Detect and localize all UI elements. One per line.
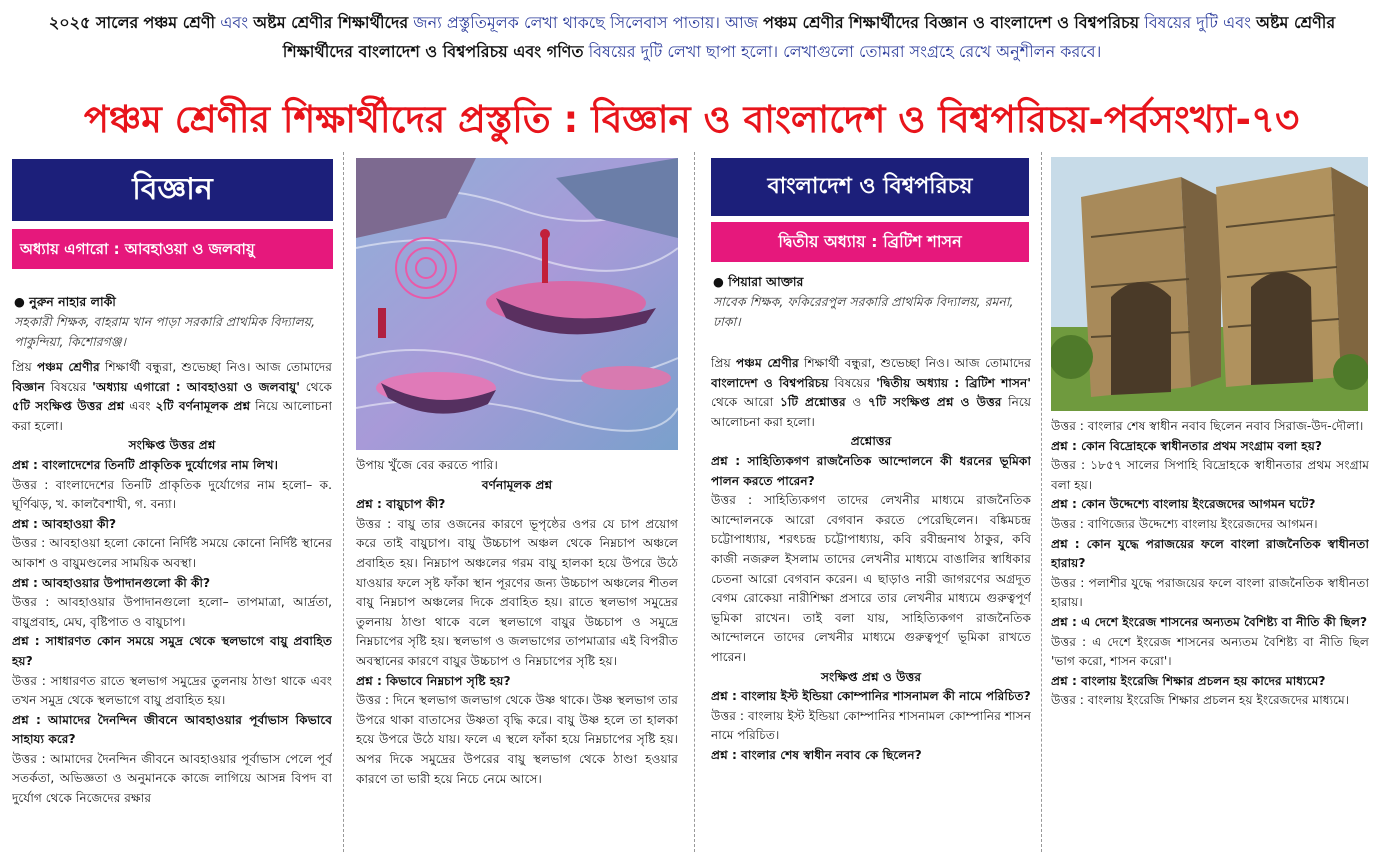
column-divider	[694, 152, 695, 852]
text-span: নিয়ে আলোচনা করা হলো।	[711, 395, 1031, 429]
question: প্রশ্ন : কোন বিদ্রোহকে স্বাধীনতার প্রথম সংগ্রাম বলা হয়?	[1051, 438, 1322, 453]
boats-image	[356, 158, 678, 450]
question: প্রশ্ন : বাংলায় ইংরেজি শিক্ষার প্রচলন হয় কাদের মাধ্যমে?	[1051, 673, 1326, 688]
answer: উত্তর : বাংলাদেশের তিনটি প্রাকৃতিক দুর্যোগের নাম হলো– ক. ঘূর্ণিঝড়, খ. কালবৈশাখী, গ. বন্যা।	[12, 477, 332, 512]
intro-text	[12, 8, 1372, 66]
answer-continued: উপায় খুঁজে বের করতে পারি।	[356, 458, 498, 472]
intro-span: অষ্টম শ্রেণীর শিক্ষার্থীদের বাংলাদেশ ও বিশ্বপরিচয় এবং গণিত	[282, 13, 1336, 61]
text-span: পঞ্চম শ্রেণীর	[736, 356, 799, 370]
bgs-column-text	[711, 354, 1031, 852]
text-span: প্রিয়	[711, 356, 731, 370]
science-section-title: বিজ্ঞান	[12, 159, 333, 221]
question: প্রশ্ন : বাংলাদেশের তিনটি প্রাকৃতিক দুর্যোগের নাম লিখ।	[12, 457, 278, 472]
text-span: 'অধ্যায় এগারো : আবহাওয়া ও জলবায়ু'	[92, 379, 300, 394]
answer: উত্তর : বায়ু তার ওজনের কারণে ভূপৃষ্ঠের ওপর যে চাপ প্রয়োগ করে তাই বায়ুচাপ। বায়ু উচ্চচাপ অঞ্চল থেকে নিম্নচাপ অঞ্চলে প্রবাহিত হয়। নিম্নচাপ অঞ্চলের গরম বায়ু হালকা হয়ে উপরে উঠে যাওয়ার ফলে সৃষ্ট ফাঁকা স্থান পূরণের জন্য উচ্চচাপ অঞ্চলের শীতল বায়ু নিম্নচাপ অঞ্চলের দিকে প্রবাহিত হয়। রাতে স্থলভাগ সমুদ্রের তুলনায় ঠাণ্ডা থাকে বলে স্থলভাগে বায়ুর উচ্চচাপ ও সমুদ্রে নিম্নচাপের সৃষ্টি হয়। স্থলভাগ ও জলভাগের তাপমাত্রার এই বিপরীত অবস্থানের কারণে বায়ুর উচ্চচাপ ও নিম্নচাপের সৃষ্টি হয়।	[356, 516, 678, 668]
author-name: ● নুরুন নাহার লাকী	[14, 294, 116, 309]
question: প্রশ্ন : সাধারণত কোন সময়ে সমুদ্র থেকে স্থলভাগে বায়ু প্রবাহিত হয়?	[12, 634, 332, 668]
text-span: ও	[852, 395, 862, 410]
boats-illustration	[356, 158, 678, 450]
subheading: সংক্ষিপ্ত প্রশ্ন ও উত্তর	[820, 669, 922, 684]
text-span: প্রিয়	[12, 360, 32, 374]
science-intro	[12, 358, 332, 436]
question: প্রশ্ন : সাহিত্যিকগণ রাজনৈতিক আন্দোলনে কী ধরনের ভূমিকা পালন করতে পারেন?	[711, 453, 1031, 488]
page-headline: পঞ্চম শ্রেণীর শিক্ষার্থীদের প্রস্তুতি : বিজ্ঞান ও বাংলাদেশ ও বিশ্বপরিচয়-পর্বসংখ্যা-৭৩	[83, 98, 1300, 141]
text-span: 'দ্বিতীয় অধ্যায় : ব্রিটিশ শাসন'	[876, 375, 1031, 390]
answer: উত্তর : বাংলার শেষ স্বাধীন নবাব ছিলেন নবাব সিরাজ-উদ-দৌলা।	[1051, 419, 1364, 433]
text-span: ৫টি সংক্ষিপ্ত উত্তর প্রশ্ন	[12, 399, 125, 414]
intro-span: পঞ্চম শ্রেণী	[143, 13, 216, 32]
question: প্রশ্ন : আবহাওয়া কী?	[12, 516, 117, 531]
answer: উত্তর : এ দেশে ইংরেজ শাসনের অন্যতম বৈশিষ্ট্য বা নীতি ছিল 'ভাগ করো, শাসন করো'।	[1051, 634, 1369, 669]
text-span: ১টি প্রশ্নোত্তর	[779, 395, 846, 410]
question: প্রশ্ন : এ দেশে ইংরেজ শাসনের অন্যতম বৈশিষ্ট্য বা নীতি কী ছিল?	[1051, 614, 1368, 629]
intro-span: অষ্টম শ্রেণীর শিক্ষার্থীদের	[253, 13, 409, 32]
question: প্রশ্ন : বাংলায় ইস্ট ইন্ডিয়া কোম্পানির শাসনামল কী নামে পরিচিত?	[711, 689, 1031, 704]
text-span: বিজ্ঞান	[12, 379, 45, 394]
column-divider	[343, 152, 344, 852]
science-author	[14, 292, 332, 352]
answer: উত্তর : আবহাওয়া হলো কোনো নির্দিষ্ট সময়ে কোনো নির্দিষ্ট স্থানের আকাশ ও বায়ুমণ্ডলের সাময়িক অবস্থা।	[12, 536, 332, 570]
answer: উত্তর : সাহিত্যিকগণ তাদের লেখনীর মাধ্যমে রাজনৈতিক আন্দোলনকে আরো বেগবান করতে পেরেছিলেন। বঙ্কিমচন্দ্র চট্টোপাধ্যায়, শরৎচন্দ্র চট্টোপাধ্যায়, কবি রবীন্দ্রনাথ ঠাকুর, কবি কাজী নজরুল ইসলাম তাদের লেখনীর মাধ্যমে বাঙালির স্বাধিকার চেতনা আরো বেগবান করেন। এ ছাড়াও নারী জাগরণের অগ্রদূত বেগম রোকেয়া নারীশিক্ষা প্রসারে তার লেখনীর মাধ্যমে গুরুত্বপূর্ণ ভূমিকা রাখেন। তাই বলা যায়, সাহিত্যিকগণ রাজনৈতিক আন্দোলনে তাদের লেখনীর মাধ্যমে গুরুত্বপূর্ণ ভূমিকা রাখতে পারেন।	[711, 493, 1031, 664]
text-span: বিষয়ের	[50, 379, 87, 394]
bgs-section-title: বাংলাদেশ ও বিশ্বপরিচয়	[711, 158, 1029, 216]
question: প্রশ্ন : আবহাওয়ার উপাদানগুলো কী কী?	[12, 575, 211, 590]
bgs-more-text	[1051, 417, 1369, 852]
answer: উত্তর : বাংলায় ইংরেজি শিক্ষার প্রচলন হয় ইংরেজদের মাধ্যমে।	[1051, 693, 1350, 708]
intro-span: পঞ্চম শ্রেণীর	[763, 13, 844, 32]
science-chapter-title: অধ্যায় এগারো : আবহাওয়া ও জলবায়ু	[12, 229, 333, 269]
text-span: বিষয়ের	[834, 375, 871, 390]
intro-span: বিষয়ের দুটি লেখা ছাপা হলো। লেখাগুলো তোমরা সংগ্রহে রেখে অনুশীলন করবে।	[588, 42, 1102, 61]
answer: উত্তর : সাধারণত রাতে স্থলভাগ সমুদ্রের তুলনায় ঠাণ্ডা থাকে এবং তখন সমুদ্র থেকে স্থলভাগে বায়ু প্রবাহিত হয়।	[12, 673, 332, 708]
question: প্রশ্ন : কোন যুদ্ধে পরাজয়ের ফলে বাংলা রাজনৈতিক স্বাধীনতা হারায়?	[1051, 536, 1369, 571]
text-span: বাংলাদেশ ও বিশ্বপরিচয়	[711, 375, 829, 390]
question: প্রশ্ন : কোন উদ্দেশ্যে বাংলায় ইংরেজদের আগমন ঘটে?	[1051, 497, 1316, 512]
science-column-text	[12, 358, 332, 852]
answer: উত্তর : পলাশীর যুদ্ধে পরাজয়ের ফলে বাংলা রাজনৈতিক স্বাধীনতা হারায়।	[1051, 575, 1369, 610]
subheading: বর্ণনামূলক প্রশ্ন	[481, 477, 553, 492]
bgs-chapter-title: দ্বিতীয় অধ্যায় : ব্রিটিশ শাসন	[711, 222, 1029, 262]
subheading: সংক্ষিপ্ত উত্তর প্রশ্ন	[128, 438, 216, 453]
building-illustration	[1051, 157, 1368, 411]
intro-span: বিষয়ের দুটি এবং	[1144, 13, 1251, 32]
text-span: থেকে	[305, 379, 332, 394]
author-role: সাবেক শিক্ষক, ফকিরেরপুল সরকারি প্রাথমিক বিদ্যালয়, রমনা, ঢাকা।	[713, 294, 1014, 329]
answer: উত্তর : ১৮৫৭ সালের সিপাহি বিদ্রোহকে স্বাধীনতার প্রথম সংগ্রাম বলা হয়।	[1051, 458, 1369, 492]
author-name: ● পিয়ারা আক্তার	[713, 274, 804, 289]
science-descriptive-text	[356, 456, 678, 852]
question: প্রশ্ন : কিভাবে নিম্নচাপ সৃষ্টি হয়?	[356, 673, 511, 688]
text-span: এবং	[129, 399, 151, 414]
intro-span: বিশ্বপরিচয়	[1074, 13, 1140, 32]
author-role: সহকারী শিক্ষক, বাহরাম খান পাড়া সরকারি প্রাথমিক বিদ্যালয়, পাকুন্দিয়া, কিশোরগঞ্জ।	[14, 314, 316, 349]
intro-span: এবং	[220, 13, 249, 32]
answer: উত্তর : বাংলায় ইস্ট ইন্ডিয়া কোম্পানির শাসনামল কোম্পানির শাসন নামে পরিচিত।	[711, 708, 1031, 743]
intro-span: ২০২৫ সালের	[48, 13, 139, 32]
column-divider	[1041, 152, 1042, 852]
bgs-author	[713, 272, 1031, 332]
text-span: পঞ্চম শ্রেণীর	[37, 360, 100, 374]
text-span: নিয়ে আলোচনা করা হলো।	[12, 399, 332, 433]
bgs-intro	[711, 354, 1031, 432]
question: প্রশ্ন : আমাদের দৈনন্দিন জীবনে আবহাওয়ার পূর্বাভাস কিভাবে সাহায্য করে?	[12, 712, 332, 747]
subheading: প্রশ্নোত্তর	[850, 434, 892, 449]
text-span: ৭টি সংক্ষিপ্ত প্রশ্ন ও উত্তর	[867, 395, 1002, 410]
text-span: ২টি বর্ণনামূলক প্রশ্ন	[155, 399, 251, 414]
answer: উত্তর : আবহাওয়ার উপাদানগুলো হলো– তাপমাত্রা, আর্দ্রতা, বায়ুপ্রবাহ, মেঘ, বৃষ্টিপাত ও বায়ুচাপ।	[12, 595, 332, 629]
text-span: থেকে আরো	[711, 395, 774, 410]
answer: উত্তর : বাণিজ্যের উদ্দেশ্যে বাংলায় ইংরেজদের আগমন।	[1051, 516, 1318, 531]
answer: উত্তর : দিনে স্থলভাগ জলভাগ থেকে উষ্ণ থাকে। উষ্ণ স্থলভাগ তার উপরে থাকা বাতাসের উষ্ণতা বৃদ্ধি করে। বায়ু উষ্ণ হলে তা হালকা হয়ে উপরে উঠে যায়। ফলে এ স্থলে ফাঁকা হয়ে নিম্নচাপের সৃষ্টি হয়। অপর দিকে সমুদ্রের উপরের বায়ু স্থলভাগ থেকে ঠাণ্ডা হওয়ার কারণে তা ভারী হয়ে নিচে নেমে আসে।	[356, 693, 678, 786]
text-span: শিক্ষার্থী বন্ধুরা, শুভেচ্ছা নিও। আজ তোমাদের	[104, 360, 332, 374]
building-image	[1051, 157, 1368, 411]
answer: উত্তর : আমাদের দৈনন্দিন জীবনে আবহাওয়ার পূর্বাভাস পেলে পূর্ব সতর্কতা, অভিজ্ঞতা ও অনুমানকে কাজে লাগিয়ে আসন্ন বিপদ বা দুর্যোগ থেকে নিজেদের রক্ষার	[12, 751, 332, 806]
intro-span: জন্য প্রস্তুতিমূলক লেখা থাকছে সিলেবাস পাতায়। আজ	[413, 13, 759, 32]
question: প্রশ্ন : বায়ুচাপ কী?	[356, 497, 446, 512]
question: প্রশ্ন : বাংলার শেষ স্বাধীন নবাব কে ছিলেন?	[711, 747, 922, 762]
intro-span: শিক্ষার্থীদের বিজ্ঞান ও বাংলাদেশ ও	[848, 13, 1070, 32]
text-span: শিক্ষার্থী বন্ধুরা, শুভেচ্ছা নিও। আজ তোমাদের	[803, 356, 1031, 370]
